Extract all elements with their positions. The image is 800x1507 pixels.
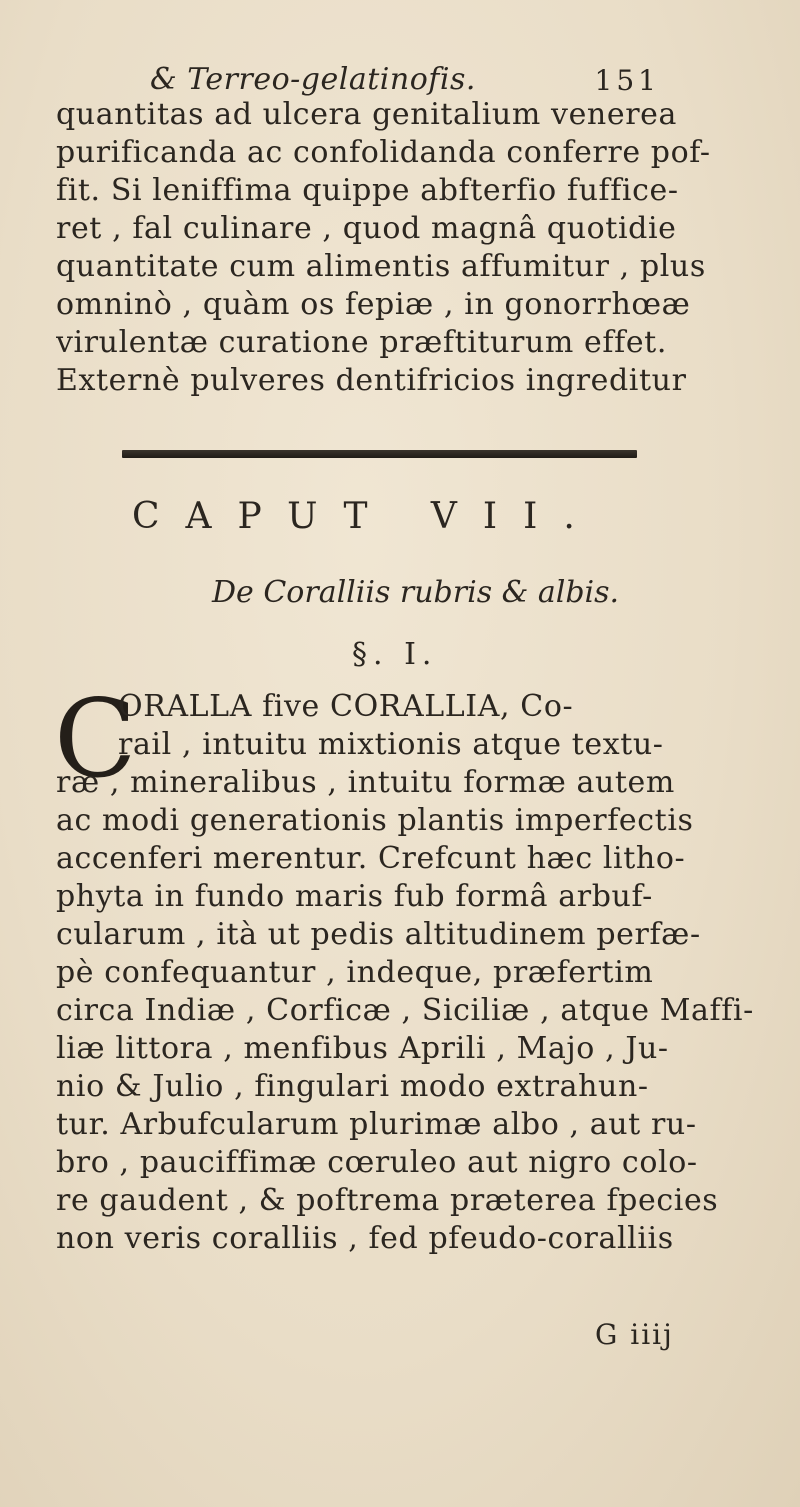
text-line: quantitate cum alimentis affumitur , plus [56, 249, 706, 284]
text-line: non veris coralliis , fed pfeudo-coralliis [56, 1221, 674, 1256]
text-line: nio & Julio , fingulari modo extrahun- [56, 1069, 649, 1104]
signature-mark: G iiij [595, 1318, 674, 1351]
text-line: liæ littora , menfibus Aprili , Majo , Ju- [56, 1031, 669, 1066]
text-line: phyta in fundo maris fub formâ arbuf- [56, 879, 653, 914]
text-line: Externè pulveres dentifricios ingreditur [56, 363, 687, 398]
text-line: omninò , quàm os fepiæ , in gonorrhœæ [56, 287, 691, 322]
text-line: tur. Arbufcularum plurimæ albo , aut ru- [56, 1107, 697, 1142]
text-line: purificanda ac confolidanda conferre pof- [56, 135, 711, 170]
text-line: fit. Si leniffima quippe abfterfio fuffice- [56, 173, 679, 208]
text-line: bro , pauciffimæ cœruleo aut nigro colo- [56, 1145, 698, 1180]
chapter-subtitle: De Coralliis rubris & albis. [212, 575, 620, 610]
text-line: re gaudent , & poftrema præterea fpecies [56, 1183, 719, 1218]
text-line: ORALLA five CORALLIA, Co- [118, 689, 574, 724]
text-line: quantitas ad ulcera genitalium venerea [56, 97, 677, 132]
running-head: & Terreo-gelatinofis. [150, 62, 476, 97]
section-divider-rule [122, 450, 637, 458]
paragraph-continuation [56, 96, 776, 400]
text-line: ac modi generationis plantis imperfectis [56, 803, 694, 838]
drop-cap-initial: C [54, 677, 137, 802]
page-number: 151 [594, 64, 660, 97]
text-line: virulentæ curatione præftiturum effet. [56, 325, 667, 360]
text-line: ret , fal culinare , quod magnâ quotidie [56, 211, 677, 246]
chapter-heading: CAPUT VII. [132, 496, 601, 537]
text-line: circa Indiæ , Corficæ , Siciliæ , atque Maffi- [56, 993, 754, 1028]
text-line: pè confequantur , indeque, præfertim [56, 955, 654, 990]
text-line: accenferi merentur. Crefcunt hæc litho- [56, 841, 686, 876]
text-line: ræ , mineralibus , intuitu formæ autem [56, 765, 675, 800]
section-mark: §. I. [352, 637, 438, 672]
paragraph-corallia [54, 677, 776, 1258]
text-line: rail , intuitu mixtionis atque textu- [118, 727, 664, 762]
text-line: cularum , ità ut pedis altitudinem perfæ- [56, 917, 701, 952]
